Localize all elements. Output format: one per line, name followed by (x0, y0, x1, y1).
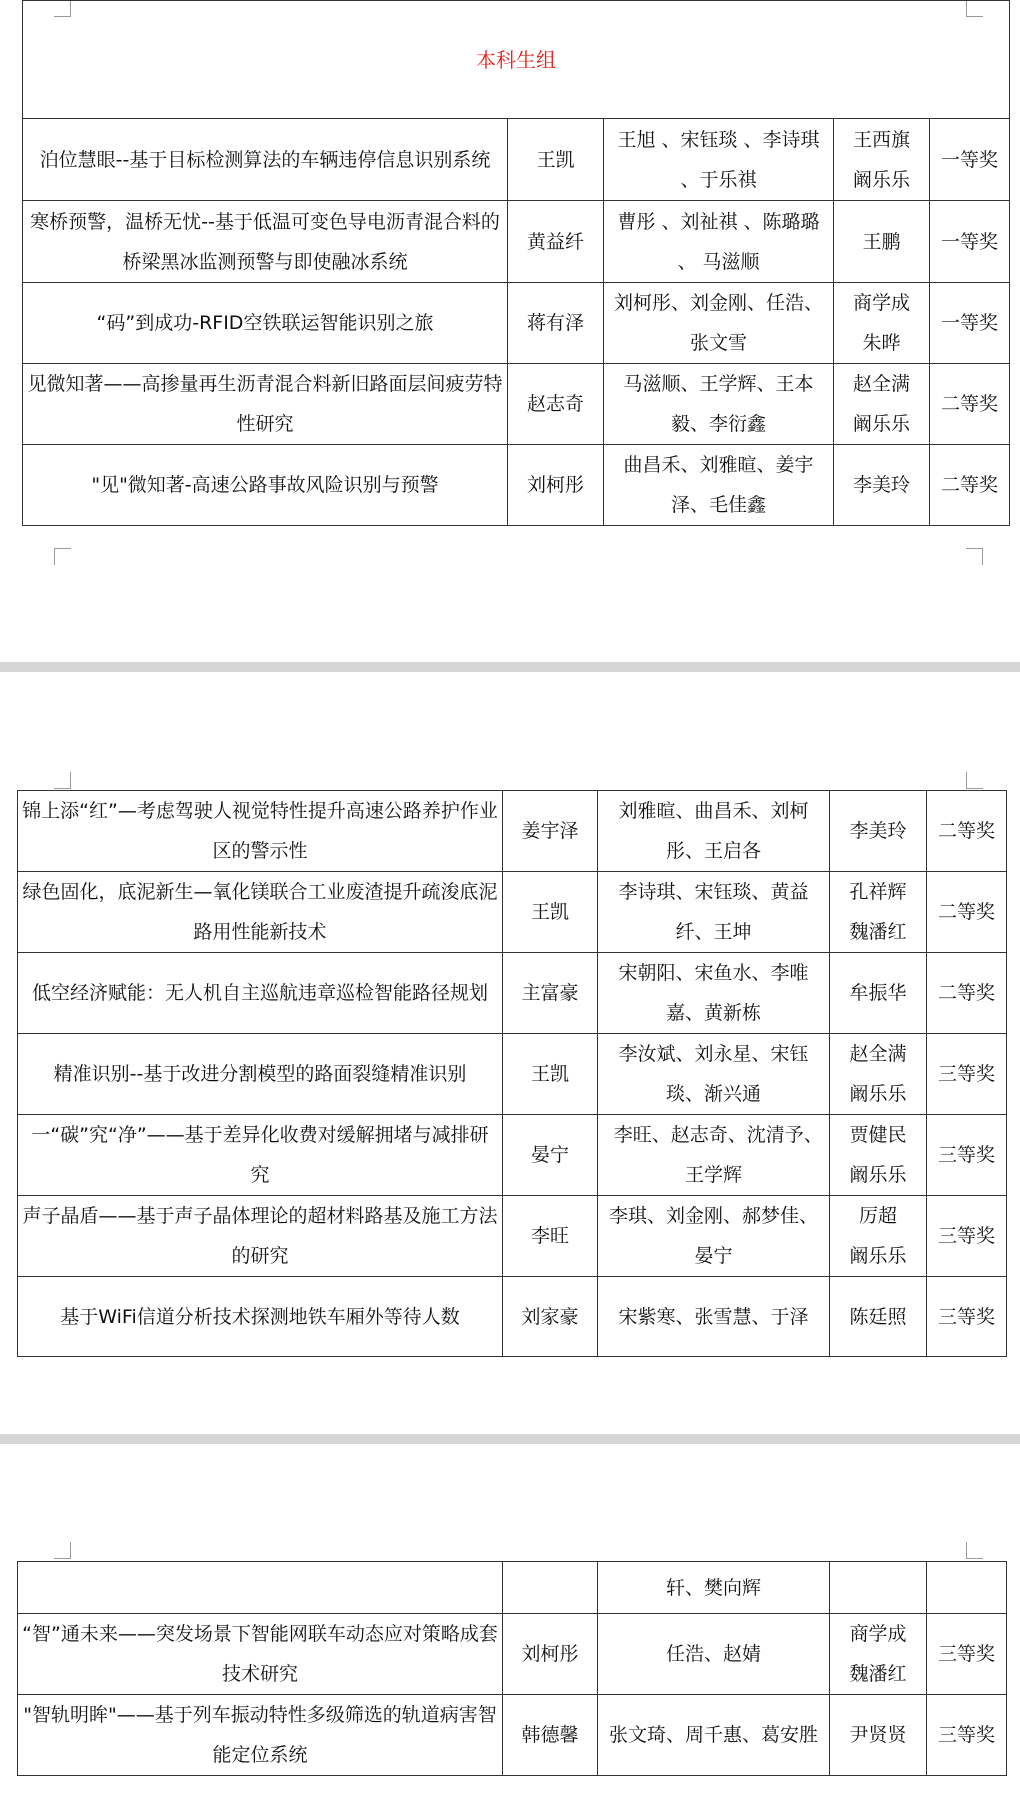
award-cell: 二等奖 (927, 872, 1007, 953)
members-cell: 李旺、赵志奇、沈清予、 王学辉 (598, 1115, 830, 1196)
advisor-cell: 商学成 魏潘红 (830, 1614, 927, 1695)
table-body-page-1 (23, 119, 1010, 526)
table-row (23, 364, 1010, 445)
award-cell: 二等奖 (930, 445, 1010, 526)
advisor-cell: 王西旗 阚乐乐 (834, 119, 930, 201)
section-title: 本科生组 (23, 1, 1010, 119)
members-cell: 曹彤 、刘祉祺 、陈璐璐 、 马滋顺 (604, 201, 834, 283)
advisor-cell: 李美玲 (834, 445, 930, 526)
advisor-cell: 陈廷照 (830, 1277, 927, 1357)
table-row (18, 1562, 1007, 1614)
advisor-cell: 厉超 阚乐乐 (830, 1196, 927, 1277)
leader-cell: 蒋有泽 (508, 283, 604, 364)
table-row (18, 953, 1007, 1034)
table-row (23, 283, 1010, 364)
members-cell: 曲昌禾、刘雅暄、姜宇泽、毛佳鑫 (604, 445, 834, 526)
award-cell: 二等奖 (930, 364, 1010, 445)
advisor-cell: 贾健民 阚乐乐 (830, 1115, 927, 1196)
crop-mark-top-right (966, 772, 983, 789)
table-row (23, 201, 1010, 283)
leader-cell (503, 1562, 598, 1614)
section-title-row (23, 1, 1010, 119)
document-page-2 (0, 672, 1020, 1434)
table-row (23, 445, 1010, 526)
table-body-page-3 (18, 1562, 1007, 1776)
table-row (18, 791, 1007, 872)
table-row (18, 1695, 1007, 1776)
members-cell: 张文琦、周千惠、葛安胜 (598, 1695, 830, 1776)
page-gap-1 (0, 662, 1020, 672)
project-name-cell: 声子晶盾——基于声子晶体理论的超材料路基及施工方法的研究 (18, 1196, 503, 1277)
document-page-3 (0, 1444, 1020, 1794)
table-row (18, 1614, 1007, 1695)
leader-cell: 晏宁 (503, 1115, 598, 1196)
advisor-cell: 赵全满 阚乐乐 (834, 364, 930, 445)
table-body-page-2 (18, 791, 1007, 1357)
leader-cell: 王凯 (508, 119, 604, 201)
advisor-cell: 李美玲 (830, 791, 927, 872)
advisor-cell: 孔祥辉 魏潘红 (830, 872, 927, 953)
page-gap-2 (0, 1434, 1020, 1444)
project-name-cell: 泊位慧眼--基于目标检测算法的车辆违停信息识别系统 (23, 119, 508, 201)
project-name-cell: 一“碳”究“净”——基于差异化收费对缓解拥堵与减排研究 (18, 1115, 503, 1196)
award-cell: 二等奖 (927, 791, 1007, 872)
project-name-cell: “码”到成功-RFID空铁联运智能识别之旅 (23, 283, 508, 364)
award-cell: 三等奖 (927, 1115, 1007, 1196)
members-cell: 刘柯彤、刘金刚、任浩、张文雪 (604, 283, 834, 364)
award-cell: 三等奖 (927, 1034, 1007, 1115)
award-cell: 三等奖 (927, 1196, 1007, 1277)
table-row (18, 1277, 1007, 1357)
project-name-cell: 低空经济赋能：无人机自主巡航违章巡检智能路径规划 (18, 953, 503, 1034)
award-cell (927, 1562, 1007, 1614)
award-table-page-1 (22, 0, 1010, 526)
award-cell: 三等奖 (927, 1695, 1007, 1776)
award-cell: 二等奖 (927, 953, 1007, 1034)
advisor-cell: 王鹏 (834, 201, 930, 283)
members-cell: 李琪、刘金刚、郝梦佳、晏宁 (598, 1196, 830, 1277)
award-cell: 一等奖 (930, 119, 1010, 201)
table-row (18, 872, 1007, 953)
table-row (18, 1034, 1007, 1115)
advisor-cell: 商学成 朱晔 (834, 283, 930, 364)
crop-mark-bottom-right (966, 548, 983, 565)
members-cell: 刘雅暄、曲昌禾、刘柯彤、王启各 (598, 791, 830, 872)
members-cell: 宋朝阳、宋鱼水、李唯嘉、黄新栋 (598, 953, 830, 1034)
leader-cell: 王凯 (503, 1034, 598, 1115)
leader-cell: 刘家豪 (503, 1277, 598, 1357)
crop-mark-top-left (54, 1542, 71, 1559)
crop-mark-top-right (966, 1542, 983, 1559)
leader-cell: 赵志奇 (508, 364, 604, 445)
table-row (18, 1196, 1007, 1277)
award-cell: 三等奖 (927, 1614, 1007, 1695)
award-cell: 一等奖 (930, 283, 1010, 364)
project-name-cell: 寒桥预警，温桥无忧--基于低温可变色导电沥青混合料的桥梁黑冰监测预警与即使融冰系统 (23, 201, 508, 283)
project-name-cell: 精准识别--基于改进分割模型的路面裂缝精准识别 (18, 1034, 503, 1115)
project-name-cell (18, 1562, 503, 1614)
project-name-cell: 基于WiFi信道分析技术探测地铁车厢外等待人数 (18, 1277, 503, 1357)
members-cell: 轩、樊向辉 (598, 1562, 830, 1614)
table-row (18, 1115, 1007, 1196)
award-table-page-3 (17, 1561, 1007, 1776)
crop-mark-top-left (54, 772, 71, 789)
award-cell: 一等奖 (930, 201, 1010, 283)
project-name-cell: "智轨明眸"——基于列车振动特性多级筛选的轨道病害智能定位系统 (18, 1695, 503, 1776)
project-name-cell: “智”通未来——突发场景下智能网联车动态应对策略成套技术研究 (18, 1614, 503, 1695)
leader-cell: 刘柯彤 (503, 1614, 598, 1695)
advisor-cell: 尹贤贤 (830, 1695, 927, 1776)
advisor-cell: 牟振华 (830, 953, 927, 1034)
advisor-cell (830, 1562, 927, 1614)
leader-cell: 韩德馨 (503, 1695, 598, 1776)
project-name-cell: "见"微知著-高速公路事故风险识别与预警 (23, 445, 508, 526)
leader-cell: 王凯 (503, 872, 598, 953)
leader-cell: 黄益纤 (508, 201, 604, 283)
project-name-cell: 锦上添“红”—考虑驾驶人视觉特性提升高速公路养护作业区的警示性 (18, 791, 503, 872)
advisor-cell: 赵全满 阚乐乐 (830, 1034, 927, 1115)
table-row (23, 119, 1010, 201)
members-cell: 王旭 、宋钰琰 、李诗琪 、于乐祺 (604, 119, 834, 201)
leader-cell: 姜宇泽 (503, 791, 598, 872)
leader-cell: 李旺 (503, 1196, 598, 1277)
members-cell: 李诗琪、宋钰琰、黄益纤、王坤 (598, 872, 830, 953)
award-table-page-2 (17, 790, 1007, 1357)
leader-cell: 主富豪 (503, 953, 598, 1034)
document-page-1 (0, 0, 1020, 662)
members-cell: 李汝斌、刘永星、宋钰琰、渐兴通 (598, 1034, 830, 1115)
members-cell: 宋紫寒、张雪慧、于泽 (598, 1277, 830, 1357)
project-name-cell: 见微知著——高掺量再生沥青混合料新旧路面层间疲劳特性研究 (23, 364, 508, 445)
leader-cell: 刘柯彤 (508, 445, 604, 526)
crop-mark-bottom-left (54, 548, 71, 565)
members-cell: 马滋顺、王学辉、王本毅、李衍鑫 (604, 364, 834, 445)
members-cell: 任浩、赵婧 (598, 1614, 830, 1695)
award-cell: 三等奖 (927, 1277, 1007, 1357)
project-name-cell: 绿色固化，底泥新生—氧化镁联合工业废渣提升疏浚底泥路用性能新技术 (18, 872, 503, 953)
